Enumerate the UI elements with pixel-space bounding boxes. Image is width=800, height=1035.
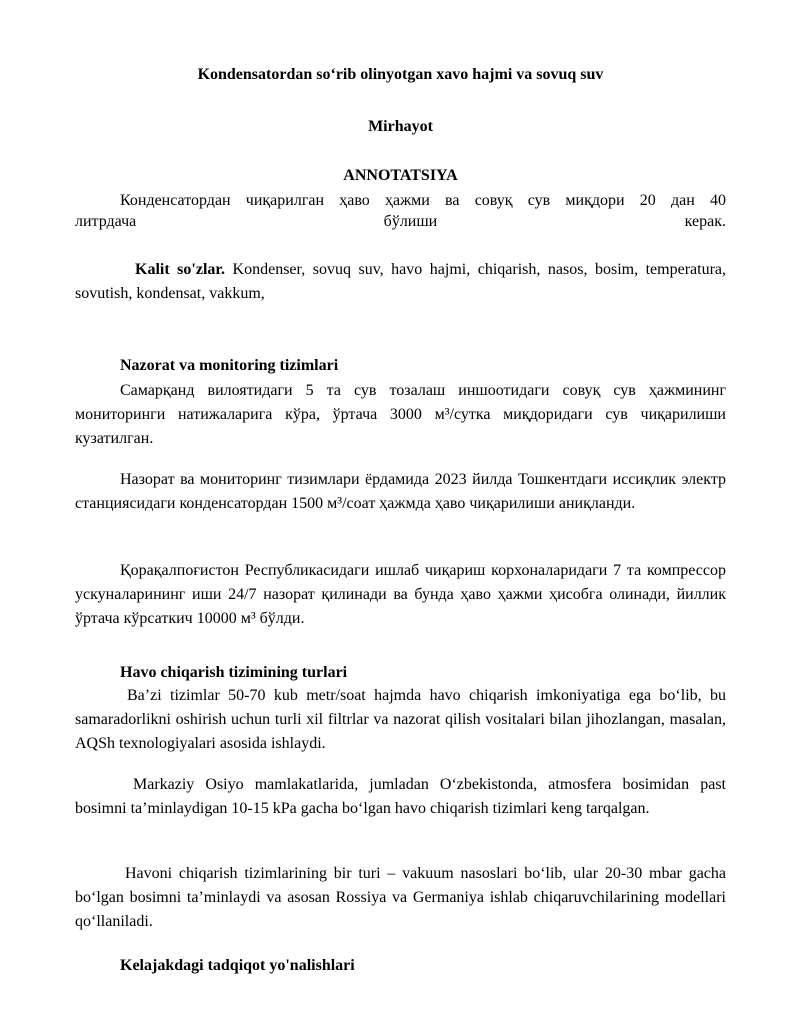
keywords <box>75 258 726 306</box>
annotation-word: литрдача <box>75 213 137 230</box>
document-title: Kondensatordan so‘rib olinyotgan xavo hajmi va sovuq suv <box>197 66 604 83</box>
annotation-line-2 <box>75 213 726 231</box>
section-heading: Kelajakdagi tadqiqot yo'nalishlari <box>120 957 355 974</box>
section-heading: Havo chiqarish tizimining turlari <box>120 664 348 681</box>
author-name: Mirhayot <box>368 118 433 135</box>
annotation-text <box>75 189 726 231</box>
annotation-heading: ANNOTATSIYA <box>343 167 458 184</box>
section-heading: Nazorat va monitoring tizimlari <box>120 357 339 374</box>
keywords-text: Kondenser, sovuq suv, havo hajmi, chiqarish, nasos, bosim, temperatura, sovutish, kondensat, vakkum, <box>75 261 727 302</box>
paragraph: Havoni chiqarish tizimlarining bir turi – vakuum nasoslari bo‘lib, ular 20-30 mbar gacha bo‘lgan bosimni ta’minlaydi va asosan Rossiya va Germaniya ishlab chiqaruvchilarining modellari qo‘llaniladi. <box>75 865 726 930</box>
paragraph: Ba’zi tizimlar 50-70 kub metr/soat hajmda havo chiqarish imkoniyatiga ega bo‘lib, bu samaradorlikni oshirish uchun turli xil filtrlar va nazorat qilish vositalari bilan jihozlangan, masalan, AQSh texnologiyalari asosida ishlaydi. <box>75 687 726 752</box>
paragraph: Назорат ва мониторинг тизимлари ёрдамида 2023 йилда Тошкентдаги иссиқлик электр станциясидаги конденсатордан 1500 м³/соат ҳажмда ҳаво чиқарилиши аниқланди. <box>75 471 726 512</box>
paragraph: Markaziy Osiyo mamlakatlarida, jumladan O‘zbekistonda, atmosfera bosimidan past bosimni ta’minlaydigan 10-15 kPa gacha bo‘lgan havo chiqarish tizimlari keng tarqalgan. <box>75 776 726 817</box>
annotation-word: бўлиши <box>383 213 438 230</box>
paragraph: Қорақалпоғистон Республикасидаги ишлаб чиқариш корхоналаридаги 7 та компрессор ускуналарининг иши 24/7 назорат қилинади ва бунда ҳаво ҳажми ҳисобга олинади, йиллик ўртача кўрсаткич 10000 м³ бўлди. <box>75 562 726 627</box>
paragraph: Самарқанд вилоятидаги 5 та сув тозалаш иншоотидаги совуқ сув ҳажмининг мониторинги натижаларига кўра, ўртача 3000 м³/сутка миқдоридаги сув чиқарилиши кузатилган. <box>75 382 726 447</box>
keywords-label: Kalit so'zlar. <box>135 261 226 278</box>
annotation-line: Конденсатордан чиқарилган ҳаво ҳажми ва совуқ сув миқдори 20 дан 40 <box>120 192 726 209</box>
annotation-word: керак. <box>684 213 726 230</box>
